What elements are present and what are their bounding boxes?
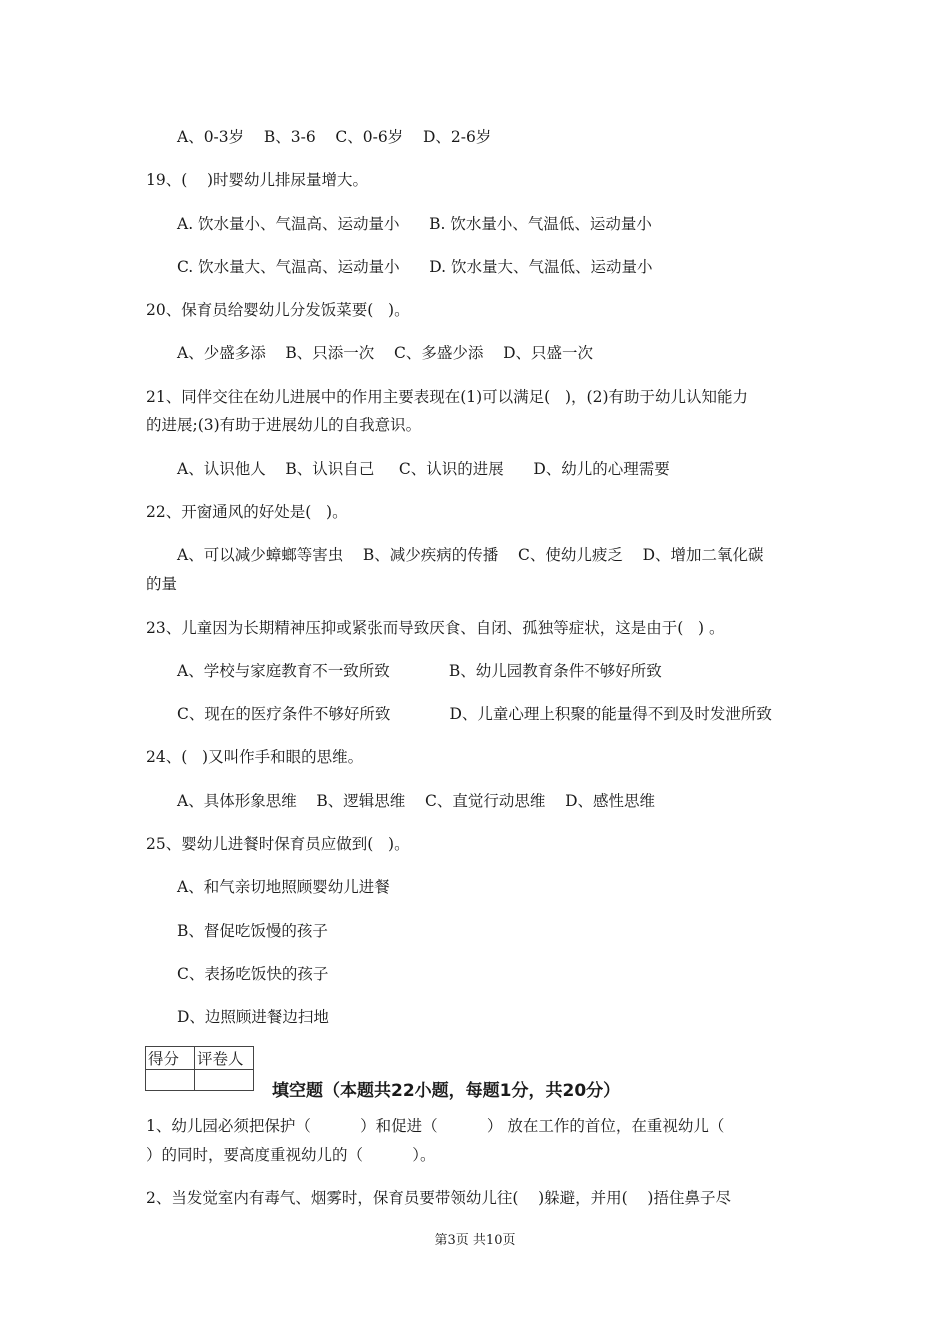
grader-header: 评卷人 bbox=[195, 1047, 254, 1070]
q23-options-ab: A、学校与家庭教育不一致所致 B、幼儿园教育条件不够好所致 bbox=[177, 662, 662, 680]
score-cell bbox=[146, 1070, 195, 1091]
q25-option-a: A、和气亲切地照顾婴幼儿进餐 bbox=[177, 878, 390, 896]
q21-stem-line2: 的进展;(3)有助于进展幼儿的自我意识。 bbox=[146, 416, 422, 434]
q21-stem-line1: 21、同伴交往在幼儿进展中的作用主要表现在(1)可以满足( )，(2)有助于幼儿认知能力 bbox=[146, 388, 749, 406]
q19-stem: 19、( )时婴幼儿排尿量增大。 bbox=[146, 171, 369, 189]
q23-stem: 23、儿童因为长期精神压抑或紧张而导致厌食、自闭、孤独等症状，这是由于( ) 。 bbox=[146, 619, 725, 637]
q24-stem: 24、( )又叫作手和眼的思维。 bbox=[146, 748, 364, 766]
q21-options: A、认识他人 B、认识自己 C、认识的进展 D、幼儿的心理需要 bbox=[177, 460, 670, 478]
q18-options: A、0-3岁 B、3-6 C、0-6岁 D、2-6岁 bbox=[177, 128, 492, 146]
q22-options-line2: 的量 bbox=[146, 575, 178, 593]
q19-options-cd: C. 饮水量大、气温高、运动量小 D. 饮水量大、气温低、运动量小 bbox=[177, 258, 653, 276]
q19-options-ab: A. 饮水量小、气温高、运动量小 B. 饮水量小、气温低、运动量小 bbox=[177, 215, 652, 233]
q22-options-line1: A、可以减少蟑螂等害虫 B、减少疾病的传播 C、使幼儿疲乏 D、增加二氧化碳 bbox=[177, 546, 764, 564]
q25-option-b: B、督促吃饭慢的孩子 bbox=[177, 922, 328, 940]
score-box bbox=[145, 1046, 254, 1091]
score-header: 得分 bbox=[146, 1047, 195, 1070]
q25-stem: 25、婴幼儿进餐时保育员应做到( )。 bbox=[146, 835, 410, 853]
q25-option-c: C、表扬吃饭快的孩子 bbox=[177, 965, 329, 983]
grader-cell bbox=[195, 1070, 254, 1091]
q20-stem: 20、保育员给婴幼儿分发饭菜要( )。 bbox=[146, 301, 410, 319]
q25-option-d: D、边照顾进餐边扫地 bbox=[177, 1008, 329, 1026]
q24-options: A、具体形象思维 B、逻辑思维 C、直觉行动思维 D、感性思维 bbox=[177, 792, 655, 810]
q23-options-cd: C、现在的医疗条件不够好所致 D、儿童心理上积聚的能量得不到及时发泄所致 bbox=[177, 705, 772, 723]
fill1-line2: ）的同时，要高度重视幼儿的（ ）。 bbox=[146, 1146, 436, 1164]
fill2-line1: 2、当发觉室内有毒气、烟雾时，保育员要带领幼儿往( )躲避，并用( )捂住鼻子尽 bbox=[146, 1189, 731, 1207]
q20-options: A、少盛多添 B、只添一次 C、多盛少添 D、只盛一次 bbox=[177, 344, 593, 362]
q22-stem: 22、开窗通风的好处是( )。 bbox=[146, 503, 348, 521]
page-footer: 第3页 共10页 bbox=[434, 1233, 516, 1248]
section-title: 填空题（本题共22小题，每题1分，共20分） bbox=[272, 1081, 621, 1101]
fill1-line1: 1、幼儿园必须把保护（ ）和促进（ ） 放在工作的首位，在重视幼儿（ bbox=[146, 1117, 725, 1135]
